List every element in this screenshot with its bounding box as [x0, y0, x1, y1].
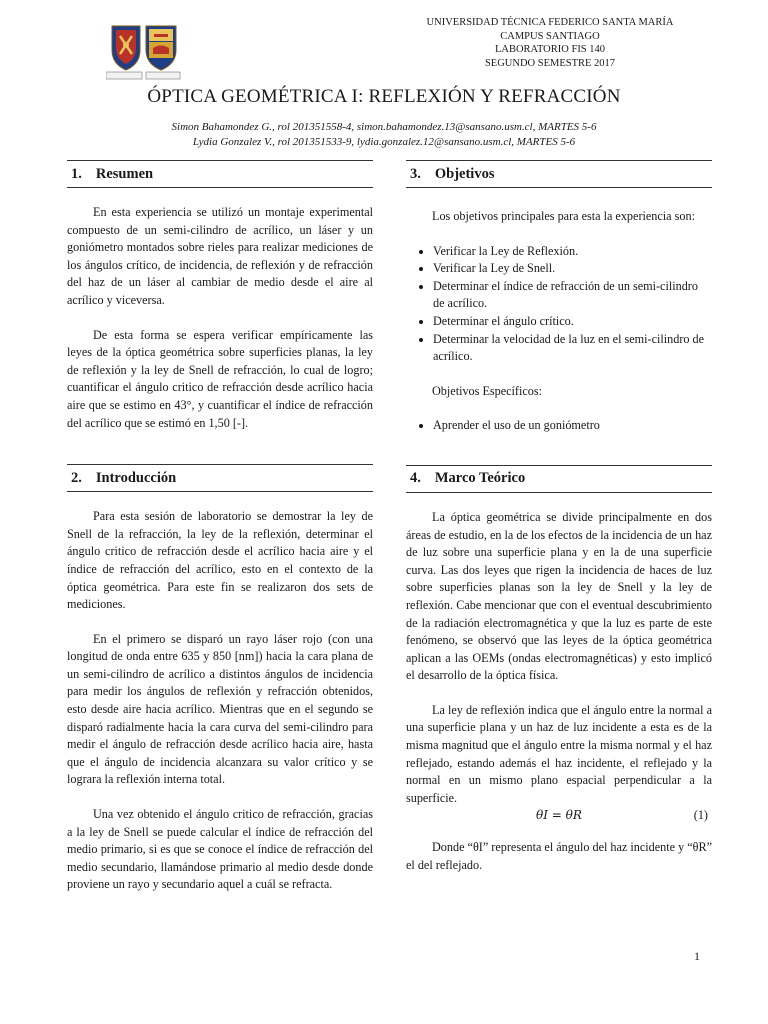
marco-paragraph: La ley de reflexión indica que el ángulo entre la normal a una superficie plana y un haz de luz incidente a esta es de la misma magnitud que el ángulo entre la misma normal y el haz reflejado, estando además el haz incidente, el reflejado y la normal en un mismo plano espacial perpendicular a la superficie. [406, 702, 712, 805]
section-title: Introducción [95, 469, 177, 486]
section-heading-introduccion [67, 464, 373, 492]
resumen-paragraph: En esta experiencia se utilizó un montaje experimental compuesto de un semi-cilindro de acrílico, un láser y un goniómetro montados sobre rieles para realizar mediciones de los ángulos crítico, de incidencia, de reflexión y de refracción del haz de un láser al cambiar de medio desde el aire al acrílico y viceversa. [67, 205, 373, 307]
section-heading-objetivos [406, 160, 712, 188]
campus-name: CAMPUS SANTIAGO [500, 30, 600, 42]
list-item: • Determinar la velocidad de la luz en el semi-cilindro de acrílico. [433, 331, 712, 366]
objetivos-especificos-list [406, 417, 712, 435]
author-line: Simon Bahamondez G., rol 201351558-4, simon.bahamondez.13@sansano.usm.cl, MARTES 5-6 [171, 121, 597, 133]
equation-number: (1) [693, 808, 708, 823]
semester: SEGUNDO SEMESTRE 2017 [484, 57, 616, 69]
section-title: Resumen [95, 165, 154, 182]
university-name: UNIVERSIDAD TÉCNICA FEDERICO SANTA MARÍA [426, 17, 674, 28]
introduccion-paragraph: En el primero se disparó un rayo láser rojo (con una longitud de onda entre 635 y 850 [nm]) hacia la cara plana de un semi-cilindro de acrílico a distintos ángulos de incidencia para medir los ángulos de reflexión y refracción obtenidos, esto desde aire hacia acrílico. Mientras que en el segundo se disparó radialmente hacia la cara curva del semi-cilindro para medir el ángulo de refracción desde acrílico hacia aire, hasta que el ángulo de incidencia alcanzara su valor crítico y se lograra la reflexión interna total. [67, 631, 373, 787]
section-heading-marco-teorico [406, 465, 712, 493]
equation-expression: θI = θR [536, 808, 582, 823]
section-number: 2. [71, 469, 82, 486]
marco-after-equation: Donde “θI” representa el ángulo del haz incidente y “θR” el del reflejado. [406, 840, 713, 873]
list-item: • Determinar el índice de refracción de un semi-cilindro de acrílico. [433, 278, 712, 313]
section-number: 1. [71, 165, 82, 182]
right-column [406, 160, 712, 875]
left-column [67, 160, 373, 894]
university-header [380, 16, 720, 70]
resumen-paragraph: De esta forma se espera verificar empíricamente las leyes de la óptica geométrica sobre superficies planas, la ley de reflexión y la ley de Snell de refracción, lo cual de logro; cuantificar el ángulo critico de refracción desde acrílico hacia aire que se estimo en 43°, y cuantificar el índice de refracción del acrílico que se estimó en 1,50 [-]. [67, 327, 373, 430]
section-number: 4. [410, 470, 421, 487]
objetivos-intro: Los objetivos principales para esta la experiencia son: [432, 209, 695, 223]
introduccion-paragraph: Para esta sesión de laboratorio se demostrar la ley de Snell de la refracción, la ley de la reflexión, determinar el ángulo critico de refracción desde el acrílico hacia aire y el índice de refracción del acrílico, esto en el contexto de la óptica geométrica. Para este fin se realizaron dos sets de mediciones. [67, 509, 373, 612]
list-item: • Determinar el ángulo crítico. [433, 313, 712, 331]
marco-paragraph: La óptica geométrica se divide principalmente en dos áreas de estudio, en la de los efectos de la incidencia de un haz de luz sobre una superficie plana y en la de una superficie curva. Las dos leyes que rigen la incidencia de haces de luz sobre superficies planas son la ley de Snell y la ley de reflexión. Cabe mencionar que con el eventual descubrimiento de la radiación electromagnética y que la luz es parte de este fenómeno, se observó que las leyes de la óptica geométrica aplican a las OEMs (ondas electromagnéticas) y esto implicó el desarrollo de la óptica física. [406, 509, 712, 683]
introduccion-paragraph: Una vez obtenido el ángulo critico de refracción, gracias a la ley de Snell se puede calcular el índice de refracción del medio primario, si es que se conoce el índice de refracción del medio secundario, llamándose primario al medio desde donde proviene un rayo y secundario aquel a cuál se refracta. [67, 807, 373, 892]
equation-1 [406, 807, 712, 827]
paper-title: ÓPTICA GEOMÉTRICA I: REFLEXIÓN Y REFRACCIÓN [147, 86, 621, 107]
section-heading-resumen [67, 160, 373, 188]
authors [60, 120, 708, 150]
list-item: • Aprender el uso de un goniómetro [433, 417, 712, 435]
university-logo [106, 24, 184, 80]
section-number: 3. [410, 165, 421, 182]
objetivos-list [406, 243, 712, 366]
section-title: Marco Teórico [434, 470, 526, 487]
objetivos-especificos-title: Objetivos Específicos: [432, 383, 543, 398]
page-number: 1 [694, 949, 700, 963]
section-title: Objetivos [434, 165, 495, 182]
lab-name: LABORATORIO FIS 140 [494, 44, 606, 55]
list-item: • Verificar la Ley de Reflexión. [433, 243, 712, 261]
list-item: • Verificar la Ley de Snell. [433, 260, 712, 278]
author-line: Lydia Gonzalez V., rol 201351533-9, lydia.gonzalez.12@sansano.usm.cl, MARTES 5-6 [192, 136, 576, 148]
